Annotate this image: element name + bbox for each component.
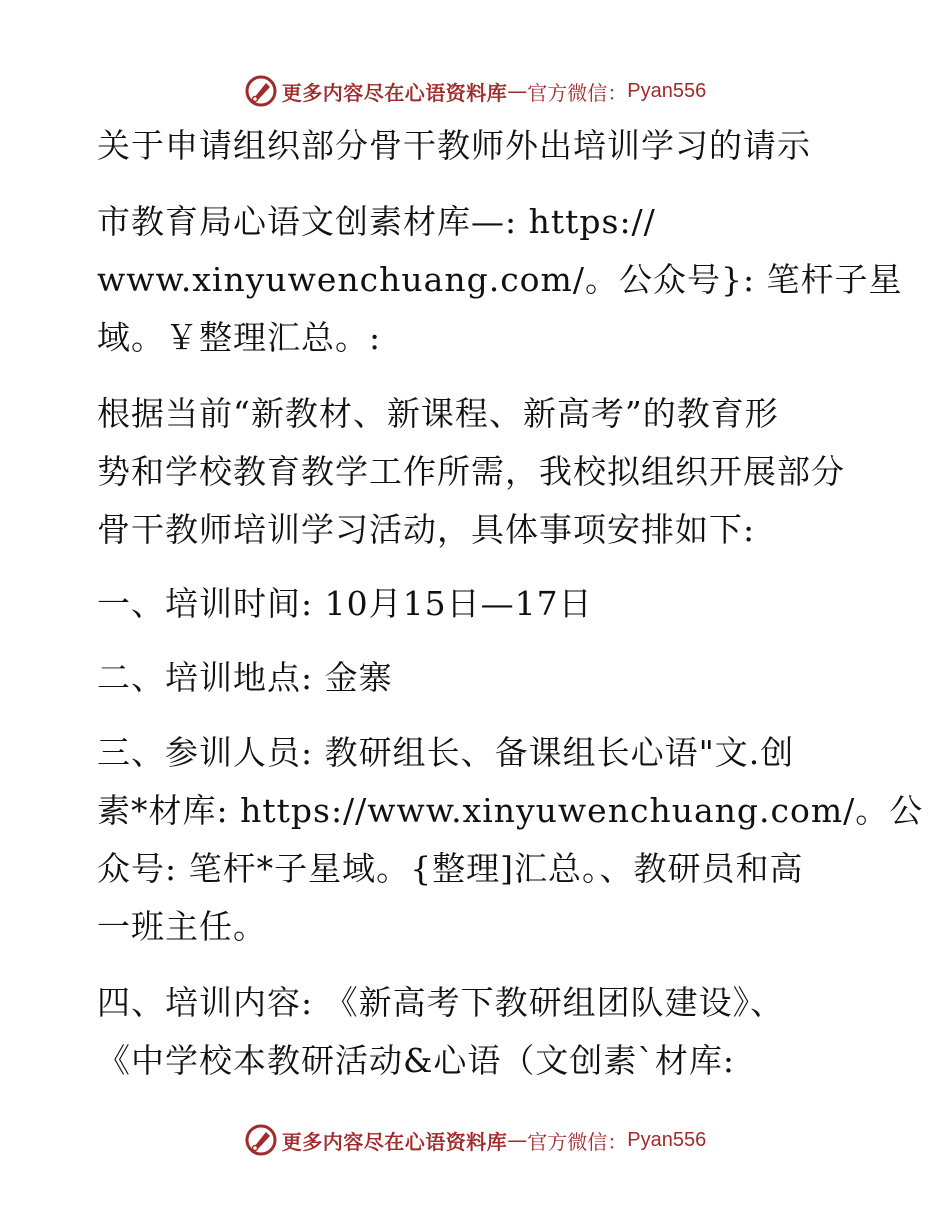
- watermark-wechat-label: 官方微信：: [527, 80, 628, 105]
- paragraph-line: 势和学校教育教学工作所需，我校拟组织开展部分: [97, 452, 845, 491]
- watermark-wechat-label: 官方微信：: [527, 1129, 628, 1154]
- watermark-wechat-id: Pyan556: [627, 79, 707, 102]
- paragraph-line: 素*材库: https://www.xinyuwenchuang.com/。公: [97, 791, 924, 830]
- watermark-site-text: 更多内容尽在心语资料库: [281, 80, 508, 105]
- section-heading-location: 二、培训地点: 金寨: [97, 658, 393, 697]
- paragraph-line: 域。￥整理汇总。:: [97, 318, 382, 357]
- pen-nib-logo-icon: [244, 1123, 278, 1157]
- watermark-wechat-id: Pyan556: [627, 1128, 707, 1151]
- document-title: 关于申请组织部分骨干教师外出培训学习的请示: [97, 126, 811, 165]
- watermark-dash: —: [507, 79, 528, 103]
- watermark-dash: —: [507, 1128, 528, 1152]
- paragraph-line: 骨干教师培训学习活动，具体事项安排如下:: [97, 510, 756, 549]
- paragraph-line: www.xinyuwenchuang.com/。公众号}: 笔杆子星: [97, 260, 903, 299]
- paragraph-line: 《中学校本教研活动&心语（文创素`材库:: [97, 1041, 735, 1080]
- watermark-site-text: 更多内容尽在心语资料库: [281, 1129, 508, 1154]
- paragraph-line: 根据当前“新教材、新课程、新高考”的教育形: [97, 394, 779, 433]
- section-heading-content: 四、培训内容: 《新高考下教研组团队建设》、: [97, 983, 785, 1022]
- section-heading-participants: 三、参训人员: 教研组长、备课组长心语"文.创: [97, 733, 795, 772]
- pen-nib-logo-icon: [244, 74, 278, 108]
- paragraph-line: 众号: 笔杆*子星域。{整理]汇总。、教研员和高: [97, 849, 804, 888]
- paragraph-line: 一班主任。: [97, 907, 267, 946]
- paragraph-line: 市教育局心语文创素材库—: https://: [97, 202, 656, 241]
- footer-watermark-banner: [0, 1120, 950, 1160]
- section-heading-time: 一、培训时间: 10月15日—17日: [97, 584, 593, 623]
- header-watermark-banner: [0, 71, 950, 111]
